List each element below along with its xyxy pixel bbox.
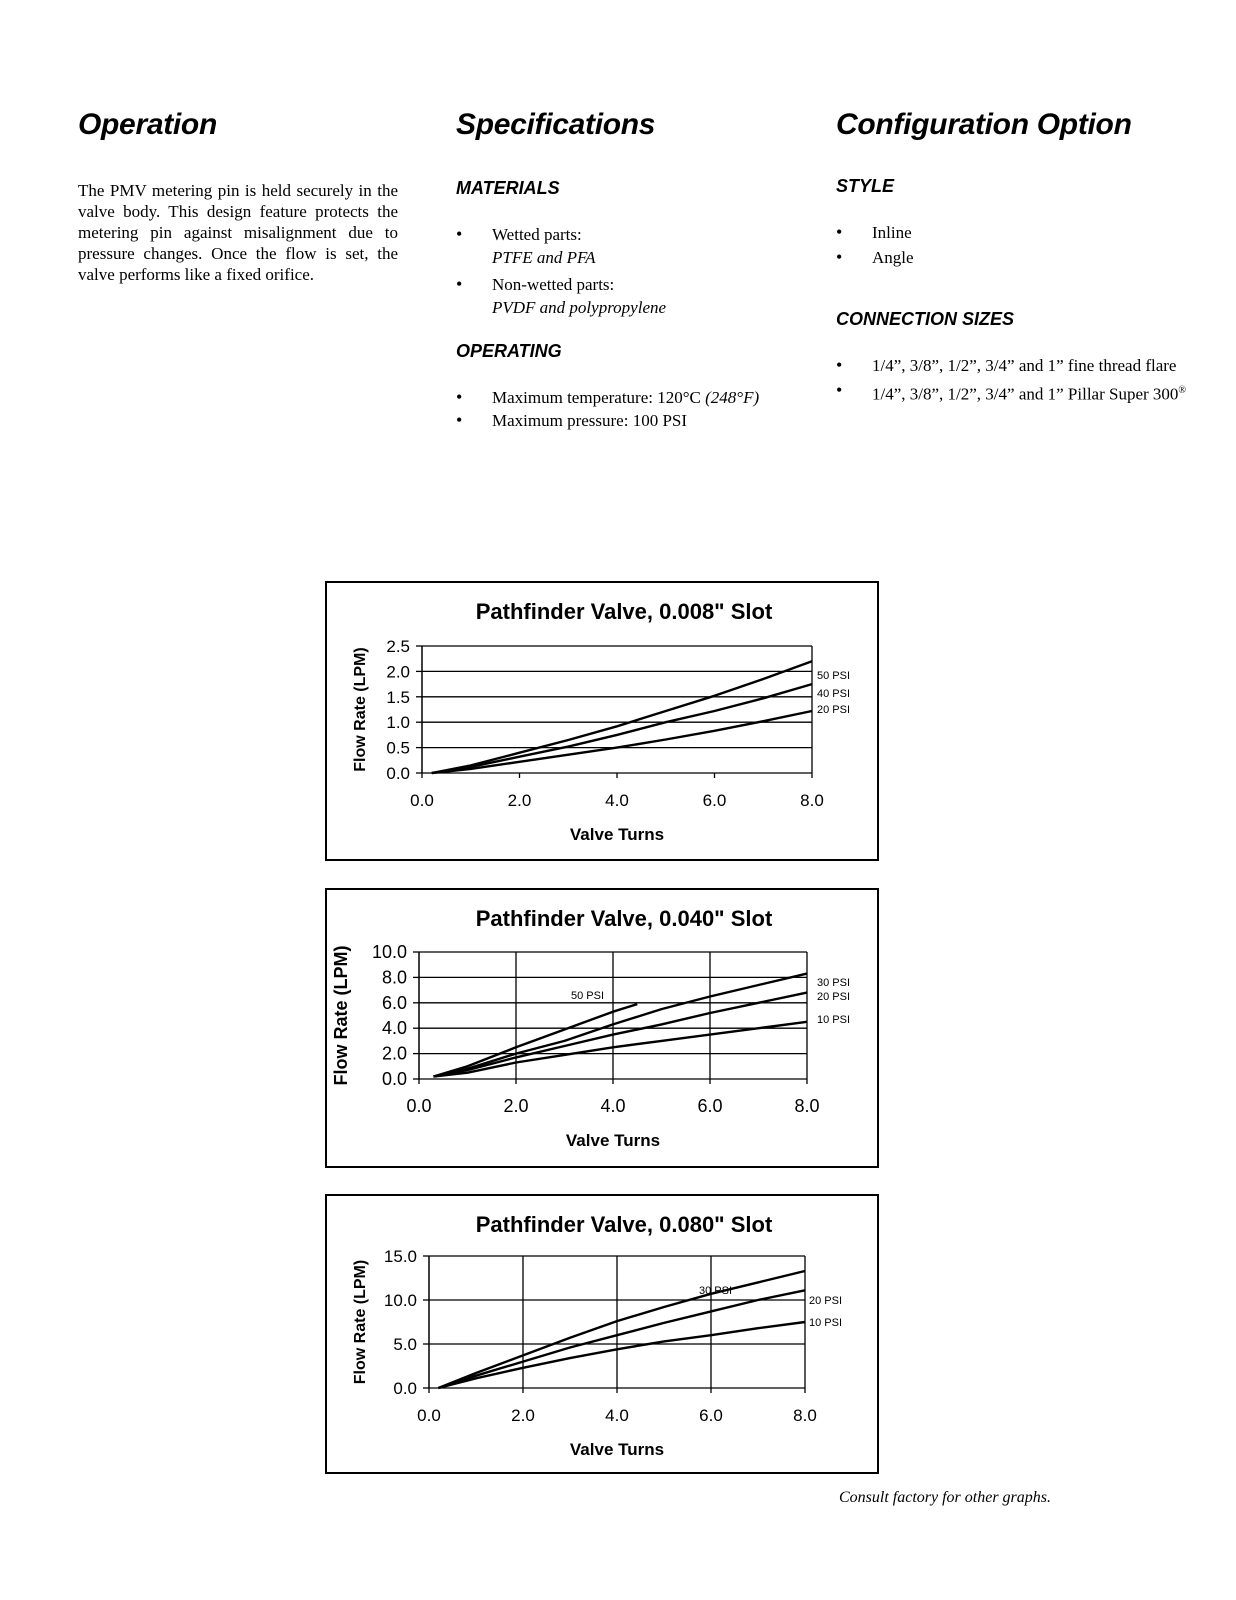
series-line [434, 1022, 808, 1077]
item-label: Maximum pressure: 100 PSI [492, 411, 688, 430]
series-label: 30 PSI [817, 977, 851, 989]
y-tick-label: 10.0 [371, 942, 407, 962]
series-label: 10 PSI [817, 1014, 851, 1026]
y-axis-label: Flow Rate (LPM) [352, 647, 369, 772]
series-label: 50 PSI [571, 990, 605, 1002]
series-line [432, 661, 812, 773]
x-tick-label: 8.0 [793, 1406, 817, 1425]
x-tick-label: 0.0 [417, 1406, 441, 1425]
list-item [456, 386, 796, 409]
item-label: Non-wetted parts: [492, 275, 615, 294]
y-tick-label: 0.0 [386, 764, 410, 783]
y-tick-label: 6.0 [381, 992, 407, 1013]
y-tick-label: 1.0 [386, 713, 410, 733]
y-tick-label: 0.0 [381, 1069, 407, 1089]
y-tick-label: 0.0 [393, 1379, 417, 1398]
chart-title: Pathfinder Valve, 0.080" Slot [475, 1212, 773, 1237]
x-tick-label: 4.0 [600, 1096, 626, 1116]
operation-text: The PMV metering pin is held securely in the valve body. This design feature protects the metering pin against misalignment due to pressure changes. Once the flow is set, the valve performs like a fixed orifice. [78, 181, 398, 284]
x-tick-label: 6.0 [699, 1406, 723, 1425]
item-label: Maximum temperature: 120°C [492, 388, 701, 407]
y-tick-label: 0.5 [386, 738, 410, 758]
y-tick-label: 4.0 [381, 1018, 407, 1039]
list-item: • Inline [836, 221, 1236, 244]
y-tick-label: 15.0 [383, 1247, 417, 1266]
item-label: Wetted parts: [492, 225, 582, 244]
series-line [434, 974, 808, 1077]
y-tick-label: 5.0 [393, 1335, 417, 1354]
list-item [456, 223, 796, 269]
style-list [836, 221, 1236, 269]
chart-slot-008 [325, 581, 879, 861]
x-tick-label: 6.0 [697, 1096, 723, 1116]
materials-list [456, 223, 796, 319]
series-label: 20 PSI [817, 704, 851, 716]
chart-svg [327, 890, 877, 1166]
operation-section [78, 108, 398, 285]
x-tick-label: 0.0 [410, 791, 434, 810]
series-label: 20 PSI [809, 1295, 843, 1307]
operation-heading: Operation [78, 108, 217, 141]
x-axis-label: Valve Turns [565, 1131, 661, 1150]
x-tick-label: 6.0 [702, 791, 727, 810]
item-detail: PVDF and polypropylene [492, 298, 667, 317]
x-tick-label: 8.0 [794, 1096, 820, 1116]
series-label: 30 PSI [699, 1285, 733, 1297]
configuration-heading: Configuration Option [836, 108, 1132, 141]
footer-note: Consult factory for other graphs. [838, 1489, 1051, 1506]
item-label: 1/4”, 3/8”, 1/2”, 3/4” and 1” Pillar Super 300 [872, 384, 1179, 404]
x-tick-label: 2.0 [503, 1096, 529, 1116]
chart-title: Pathfinder Valve, 0.008" Slot [475, 599, 773, 624]
x-axis-label: Valve Turns [569, 825, 665, 844]
y-tick-label: 2.0 [386, 662, 410, 682]
x-axis-label: Valve Turns [569, 1440, 665, 1459]
connection-title: CONNECTION SIZES [836, 309, 1015, 329]
registered-mark: ® [1178, 385, 1187, 396]
specifications-section [456, 108, 796, 432]
configuration-section [836, 108, 1236, 406]
series-label: 50 PSI [817, 670, 851, 682]
y-tick-label: 10.0 [383, 1291, 417, 1310]
chart-slot-080 [325, 1194, 879, 1474]
list-item: • 1/4”, 3/8”, 1/2”, 3/4” and 1” fine thread flare [836, 354, 1236, 377]
operating-title: OPERATING [456, 341, 562, 361]
y-tick-label: 8.0 [381, 967, 407, 988]
series-line [434, 993, 808, 1077]
x-tick-label: 8.0 [800, 791, 824, 810]
style-title: STYLE [836, 176, 895, 196]
list-item: • Angle [836, 246, 1236, 269]
connection-list [836, 354, 1236, 406]
list-item [456, 409, 796, 432]
y-axis-label: Flow Rate (LPM) [352, 1259, 369, 1385]
materials-title: MATERIALS [456, 178, 560, 198]
x-tick-label: 4.0 [605, 1406, 629, 1425]
x-tick-label: 2.0 [511, 1406, 535, 1425]
chart-svg [327, 583, 877, 859]
chart-slot-040 [325, 888, 879, 1168]
series-label: 40 PSI [817, 688, 851, 700]
chart-title: Pathfinder Valve, 0.040" Slot [475, 906, 773, 931]
x-tick-label: 0.0 [406, 1096, 432, 1116]
y-tick-label: 2.0 [381, 1043, 407, 1064]
list-item [456, 273, 796, 319]
series-line [438, 1322, 805, 1388]
y-axis-label: Flow Rate (LPM) [331, 945, 351, 1086]
x-tick-label: 4.0 [605, 791, 629, 810]
operating-list [456, 386, 796, 432]
y-tick-label: 1.5 [386, 687, 410, 707]
series-line [434, 1004, 638, 1076]
item-detail: (248°F) [705, 388, 760, 407]
specifications-heading: Specifications [456, 108, 656, 141]
series-label: 20 PSI [817, 991, 851, 1003]
chart-svg [327, 1196, 877, 1472]
series-label: 10 PSI [809, 1317, 843, 1329]
x-tick-label: 2.0 [507, 791, 532, 810]
y-tick-label: 2.5 [386, 637, 410, 656]
list-item [836, 379, 1236, 406]
item-detail: PTFE and PFA [492, 248, 596, 267]
